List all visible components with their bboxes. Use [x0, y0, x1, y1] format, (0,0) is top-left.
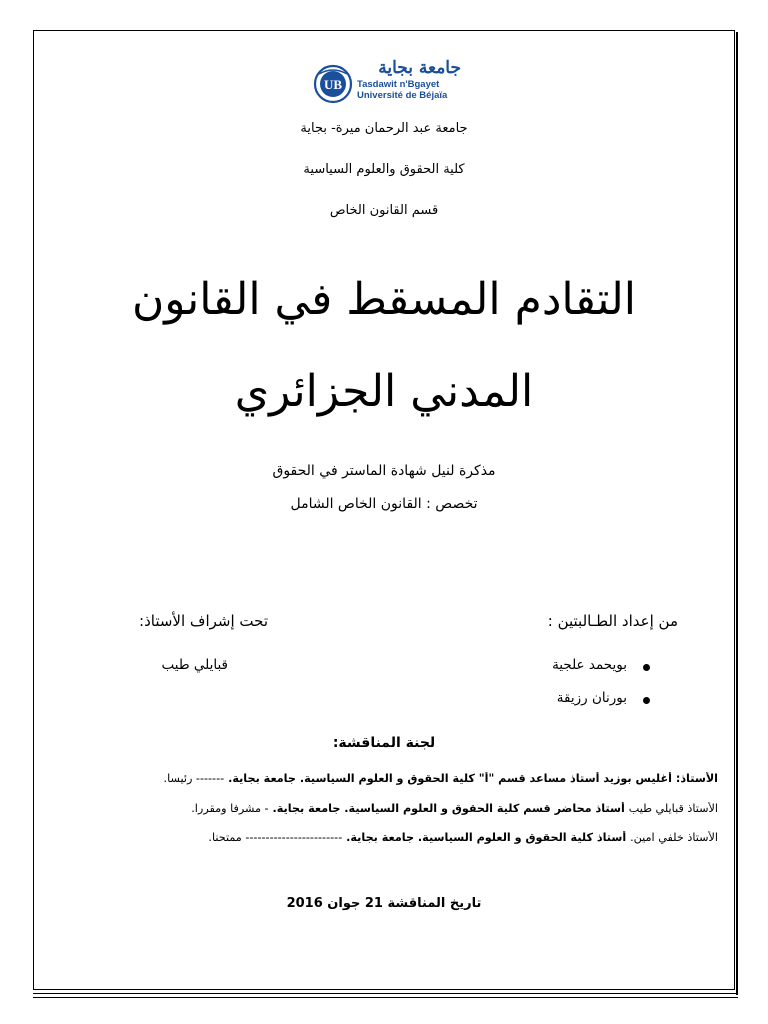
committee-member-3	[48, 831, 718, 844]
committee-heading: لجنة المناقشة:	[332, 735, 436, 751]
bullet-icon	[643, 664, 650, 671]
logo-arabic-name: جامعة بجاية	[378, 58, 461, 78]
member-role: ------------------------ ممتحنا.	[208, 831, 343, 844]
thesis-title-line-2: المدني الجزائري	[234, 366, 534, 417]
university-name: جامعة عبد الرحمان ميرة- بجاية	[300, 121, 468, 136]
member-details: أستاذ كلية الحقوق و العلوم السياسية. جامعة بجاية.	[342, 831, 631, 844]
supervisor-heading: تحت إشراف الأستاذ:	[139, 612, 268, 630]
member-name: الأستاذ: أغليس بوزيد	[603, 772, 718, 785]
member-role: ------- رئيسا.	[163, 772, 225, 785]
specialty: تخصص : القانون الخاص الشامل	[290, 496, 478, 512]
faculty-name: كلية الحقوق والعلوم السياسية	[303, 162, 465, 177]
university-emblem-icon	[313, 64, 353, 104]
student-name-1: بويحمد علجية	[552, 657, 627, 673]
logo-french-name: Université de Béjaïa	[357, 90, 448, 101]
university-logo	[313, 58, 463, 108]
member-name: الأستاذ قبايلي طيب	[628, 802, 718, 815]
member-name: الأستاذ خلفي امين.	[630, 831, 718, 844]
students-heading: من إعداد الطـالبتين :	[547, 612, 678, 630]
member-details: أستاذ مساعد قسم "أ" كلية الحقوق و العلوم السياسية. جامعة بجاية.	[224, 772, 604, 785]
supervisor-name: قبايلي طيب	[161, 657, 228, 673]
student-name-2: بورنان رزيقة	[556, 690, 627, 706]
member-details: أستاذ محاضر قسم كلية الحقوق و العلوم السياسية. جامعة بجاية.	[268, 802, 629, 815]
department-name: قسم القانون الخاص	[329, 203, 439, 218]
committee-member-2	[48, 802, 718, 815]
member-role: - مشرفا ومقررا.	[191, 802, 269, 815]
svg-text:UB: UB	[323, 77, 343, 92]
degree-statement: مذكرة لنيل شهادة الماستر في الحقوق	[272, 463, 496, 479]
logo-latin-name: Tasdawit n'Bgayet	[357, 79, 440, 90]
thesis-title-line-1: التقادم المسقط في القانون	[131, 274, 636, 325]
defense-date: تاريخ المناقشة 21 جوان 2016	[286, 896, 482, 911]
bullet-icon	[643, 697, 650, 704]
committee-member-1	[48, 772, 718, 785]
page-border-shadow-bottom	[33, 993, 738, 998]
